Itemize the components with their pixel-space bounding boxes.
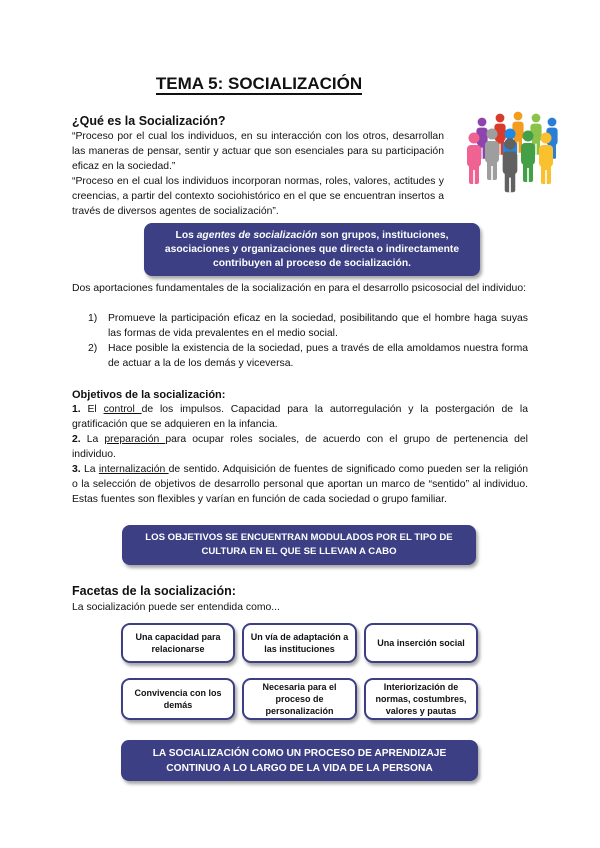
facet-box: [364, 678, 478, 720]
section-heading-objectives: Objetivos de la socialización:: [72, 389, 226, 401]
list-item-text: Hace posible la existencia de la sociedad, pues a través de ella amoldamos nuestra forma de actuar a la de los demás y viceversa.: [108, 343, 528, 369]
definition-2: “Proceso en el cual los individuos incorporan normas, roles, valores, actitudes y creencias, a partir del contexto sociohistórico en el que se encuentran insertos a través de diversos agentes de socialización”.: [72, 176, 444, 217]
facet-text: Convivencia con los demás: [134, 688, 222, 710]
objective-pre: La: [80, 434, 105, 445]
list-item-number: 2): [88, 343, 98, 354]
agents-callout-box: [144, 223, 480, 276]
objective-text: de los impulsos. Capacidad para la autorregulación y la postergación de la gratificación que se adquieren en la infancia.: [72, 404, 528, 430]
facet-text: Una inserción social: [377, 638, 465, 648]
objective-keyword: preparación: [104, 434, 166, 445]
person-figure: [485, 129, 499, 181]
objective-number: 3.: [72, 464, 81, 475]
facet-box: [121, 678, 235, 720]
person-figure: [503, 138, 518, 192]
objective-text: para ocupar roles sociales, de acuerdo con el grupo de pertenencia del individuo.: [72, 434, 528, 460]
objective-pre: La: [80, 464, 99, 475]
facet-box: [121, 623, 235, 663]
people-group-illustration: [460, 104, 564, 198]
final-callout-text: LA SOCIALIZACIÓN COMO UN PROCESO DE APRENDIZAJE CONTINUO A LO LARGO DE LA VIDA DE LA PERSONA: [152, 747, 447, 774]
list-item-text: Promueve la participación eficaz en la sociedad, posibilitando que el hombre haga suyas las formas de vida prevalentes en el medio social.: [108, 313, 528, 339]
objective-number: 2.: [72, 434, 81, 445]
person-figure: [539, 133, 553, 185]
person-figure: [521, 131, 535, 183]
objective-item: [72, 432, 528, 462]
facet-box: [364, 623, 478, 663]
objectives-list: [72, 402, 528, 507]
agents-callout-text: [152, 229, 472, 271]
page-title: [0, 74, 518, 94]
agents-callout-pre: Los: [175, 229, 197, 241]
facet-text: Necesaria para el proceso de personalización: [262, 682, 337, 716]
list-item: [72, 341, 528, 371]
objective-number: 1.: [72, 404, 81, 415]
facets-intro: La socialización puede ser entendida como...: [72, 602, 280, 613]
agents-callout-italic: agentes de socialización: [196, 229, 318, 241]
objective-item: [72, 402, 528, 432]
objective-pre: El: [80, 404, 104, 415]
objective-keyword: internalización: [98, 464, 169, 475]
list-item-number: 1): [88, 313, 98, 324]
facet-box: [242, 623, 357, 663]
objectives-callout-box: [122, 525, 476, 565]
facet-text: Interiorización de normas, costumbres, valores y pautas: [375, 682, 467, 716]
page-title-text: TEMA 5: SOCIALIZACIÓN: [155, 74, 363, 93]
objective-keyword: control: [103, 404, 142, 415]
list-item: [72, 311, 528, 341]
agents-callout-post: son grupos, instituciones, asociaciones y organizaciones que directa o indirectamente contribuyen al proceso de socialización.: [164, 229, 460, 269]
objectives-callout-text: LOS OBJETIVOS SE ENCUENTRAN MODULADOS POR EL TIPO DE CULTURA EN EL QUE SE LLEVAN A CABO: [145, 532, 453, 557]
contributions-intro: Dos aportaciones fundamentales de la socialización en para el desarrollo psicosocial del individuo:: [72, 283, 526, 294]
section-heading-facets: Facetas de la socialización:: [72, 584, 236, 598]
objective-item: [72, 462, 528, 507]
person-figure: [467, 133, 481, 185]
objective-text: de sentido. Adquisición de fuentes de significado como pueden ser la religión o la selección de objetivos de desarrollo personal que aportan un marco de “sentido” al individuo. Estas fuentes son flexibles y varían en función de cada sociedad o grupo familiar.: [72, 464, 529, 505]
definition-1: “Proceso por el cual los individuos, en su interacción con los otros, desarrollan las maneras de pensar, sentir y actuar que son esenciales para su participación eficaz en la sociedad.”: [72, 131, 444, 172]
contributions-list: [72, 311, 528, 371]
facet-text: Un vía de adaptación a las instituciones: [250, 632, 349, 654]
definitions: [72, 129, 444, 219]
final-callout-box: [121, 740, 478, 781]
facet-text: Una capacidad para relacionarse: [135, 632, 221, 654]
section-heading-what-is: ¿Qué es la Socialización?: [72, 114, 226, 128]
facet-box: [242, 678, 357, 720]
